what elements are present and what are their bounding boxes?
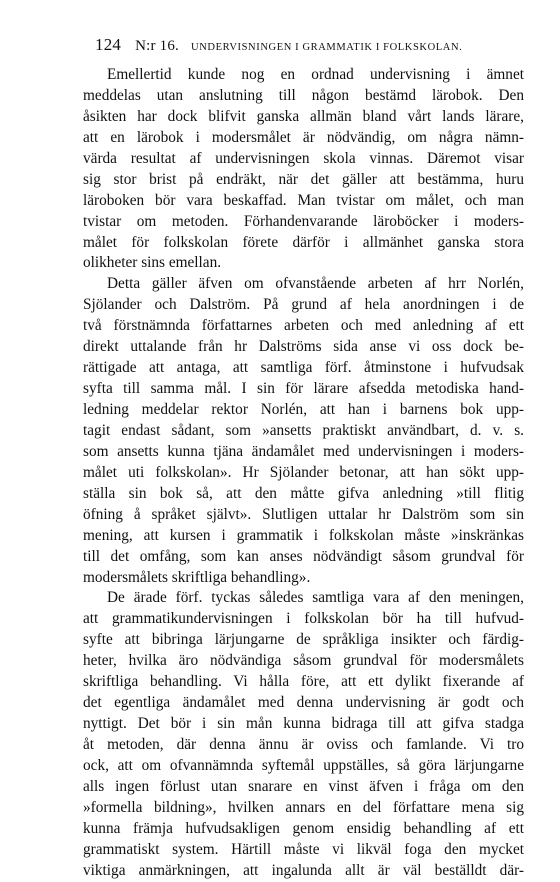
text-line: olikheter sins emellan. bbox=[83, 254, 222, 272]
text-line: tagit endast sådant, som »ansetts praktiskt användbart, d. v. s. bbox=[83, 421, 524, 439]
text-line: ledning meddelar rektor Norlén, att han i barnens bok upp- bbox=[83, 401, 524, 418]
text-line: det egentliga ändamålet med denna undervisning är godt och bbox=[83, 694, 524, 712]
text-line: alls ingen förlust utan snarare en vinst äfven i fråga om den bbox=[83, 777, 524, 795]
text-line: rättigade att antaga, att samtliga förf. åtminstone i hufvudsak bbox=[83, 359, 524, 377]
text-line: att en lärobok i modersmålet är nödvändig, om några nämn- bbox=[83, 128, 524, 146]
text-line: sig stor brist på endräkt, när det gäller att bestämma, huru bbox=[83, 170, 524, 188]
text-line: mening, att kursen i grammatik i folkskolan måste »inskränkas bbox=[83, 526, 524, 544]
text-line: »formella bildning», hvilken annars en del författare mena sig bbox=[83, 798, 524, 816]
text-line: Emellertid kunde nog en ordnad undervisning i ämnet bbox=[107, 66, 524, 83]
text-line: Sjölander och Dalström. På grund af hela anordningen i de bbox=[83, 296, 524, 314]
text-line: viktiga anmärkningen, att ingalunda allt är väl beställdt där- bbox=[83, 861, 524, 879]
text-line: grammatiskt system. Härtill måste vi likväl foga den mycket bbox=[83, 840, 524, 858]
text-line: syfte att bibringa lärjungarne de språkliga insikter och färdig- bbox=[83, 631, 524, 649]
section-number: N:r 16. bbox=[135, 38, 180, 54]
text-line: målet för folkskolan förete därför i allmänhet ganska stora bbox=[83, 233, 524, 251]
text-line: värda resultat af undervisningen skola vinnas. Däremot visar bbox=[83, 149, 524, 167]
text-line: De ärade förf. tyckas således samtliga vara af den meningen, bbox=[107, 589, 524, 607]
text-line: två förstnämnda författarnes arbeten och med anledning af ett bbox=[83, 317, 524, 335]
text-line: åsikten har dock blifvit ganska allmän bland vårt lands lärare, bbox=[83, 107, 524, 125]
text-line: heter, hvilka äro nödvändiga såsom grundval för modersmålets bbox=[83, 652, 524, 670]
text-line: ställa sin bok så, att den måtte gifva anledning »till flitig bbox=[83, 484, 524, 502]
text-line: kunna främja hufvudsakligen genom ensidig behandling af ett bbox=[83, 819, 524, 837]
text-line: öfning å språket självt». Slutligen uttalar hr Dalström som sin bbox=[83, 505, 524, 523]
text-line: skriftliga behandling. Vi hålla före, att ett dylikt fixerande af bbox=[83, 673, 524, 691]
text-line: direkt uttalande från hr Dalströms sida anse vi oss dock be- bbox=[83, 338, 524, 356]
text-line: att grammatikundervisningen i folkskolan bör ha till hufvud- bbox=[83, 610, 524, 628]
running-title: UNDERVISNINGEN I GRAMMATIK I FOLKSKOLAN. bbox=[191, 42, 463, 53]
text-line: Detta gäller äfven om ofvanstående arbeten af hrr Norlén, bbox=[107, 275, 524, 293]
text-line: läroboken bör vara beskaffad. Man tvistar om målet, och man bbox=[83, 191, 524, 209]
text-line: meddelas utan anslutning till någon bestämd lärobok. Den bbox=[83, 86, 524, 104]
text-line: som ansetts kunna tjäna ändamålet med undervisningen i moders- bbox=[83, 442, 524, 460]
text-line: åt metoden, där denna ännu är oviss och famlande. Vi tro bbox=[83, 736, 524, 753]
text-line: ock, att om ofvannämnda syftemål uppställes, så göra lärjungarne bbox=[83, 756, 524, 774]
body-text bbox=[83, 65, 524, 882]
text-line: modersmålets skriftliga behandling». bbox=[83, 568, 311, 586]
text-line: syfta till samma mål. I sin för lärare afsedda metodiska hand- bbox=[83, 380, 524, 398]
text-line: till det omfång, som kan anses nödvändigt såsom grundval för bbox=[83, 547, 524, 565]
page-number: 124 bbox=[95, 35, 122, 54]
text-line: målet uti folkskolan». Hr Sjölander betonar, att han sökt upp- bbox=[83, 463, 524, 481]
text-line: tvistar om metoden. Förhandenvarande läroböcker i moders- bbox=[83, 212, 524, 230]
running-head bbox=[95, 35, 535, 55]
text-line: nyttigt. Det bör i sin mån kunna bidraga till att gifva stadga bbox=[83, 715, 524, 733]
